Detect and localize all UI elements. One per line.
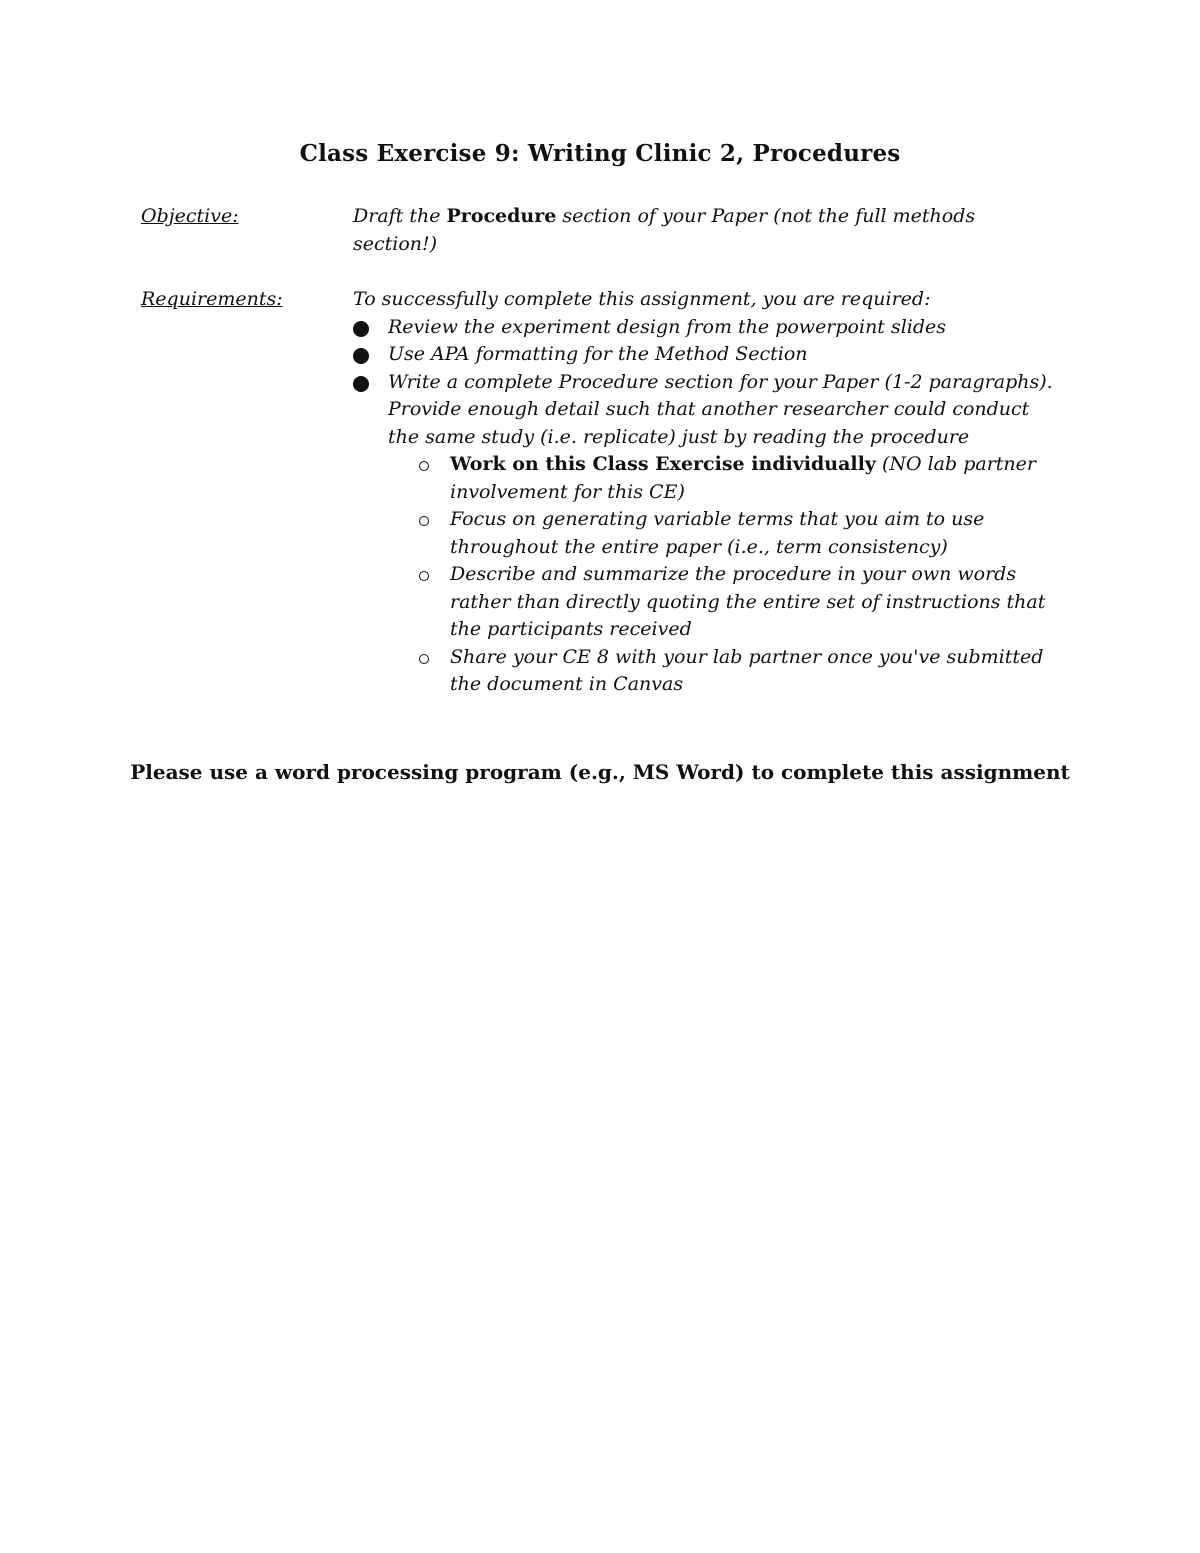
sublist-item-text: (NO lab partner involvement for this CE) — [450, 453, 1036, 503]
list-item — [353, 341, 1053, 369]
objective-text-end: section of your Paper (not the full methods section!) — [353, 205, 976, 255]
bullet-circle-icon — [419, 516, 429, 526]
bullet-circle-icon — [419, 461, 429, 471]
requirements-list — [353, 314, 1053, 452]
sublist-item — [415, 506, 1053, 561]
bullet-circle-icon — [419, 571, 429, 581]
objective-text — [353, 203, 1053, 258]
sublist-item-text: Share your CE 8 with your lab partner once you've submitted the document in Canvas — [450, 645, 1044, 695]
sublist-item — [415, 451, 1053, 506]
sublist-item — [415, 561, 1053, 644]
sublist-item — [415, 644, 1053, 699]
list-item-text: Write a complete Procedure section for your Paper (1-2 paragraphs). Provide enough detail such that another researcher could conduct the same study (i.e. replicate) just by reading the procedure — [388, 370, 1053, 448]
requirements-content — [353, 286, 1053, 699]
page-title: Class Exercise 9: Writing Clinic 2, Procedures — [299, 140, 901, 167]
list-item — [353, 314, 1053, 342]
requirements-intro: To successfully complete this assignment, you are required: — [353, 288, 931, 310]
sublist-item-bold: Work on this Class Exercise individually — [450, 453, 876, 475]
requirements-label: Requirements: — [141, 288, 283, 310]
bullet-disc-icon — [353, 376, 369, 392]
bullet-circle-icon — [419, 654, 429, 664]
list-item-text: Use APA formatting for the Method Section — [388, 343, 808, 365]
requirements-sublist — [353, 451, 1053, 699]
bullet-disc-icon — [353, 348, 369, 364]
objective-label: Objective: — [141, 205, 239, 227]
bullet-disc-icon — [353, 321, 369, 337]
objective-text-start: Draft the — [353, 205, 447, 227]
footer-note: Please use a word processing program (e.g., MS Word) to complete this assignment — [130, 760, 1070, 784]
sublist-item-text: Describe and summarize the procedure in your own words rather than directly quoting the entire set of instructions that the participants received — [450, 563, 1046, 640]
list-item — [353, 369, 1053, 452]
list-item-text: Review the experiment design from the powerpoint slides — [388, 315, 947, 338]
objective-text-bold: Procedure — [446, 205, 557, 227]
sublist-item-text: Focus on generating variable terms that you aim to use throughout the entire paper (i.e., term consistency) — [450, 508, 985, 558]
